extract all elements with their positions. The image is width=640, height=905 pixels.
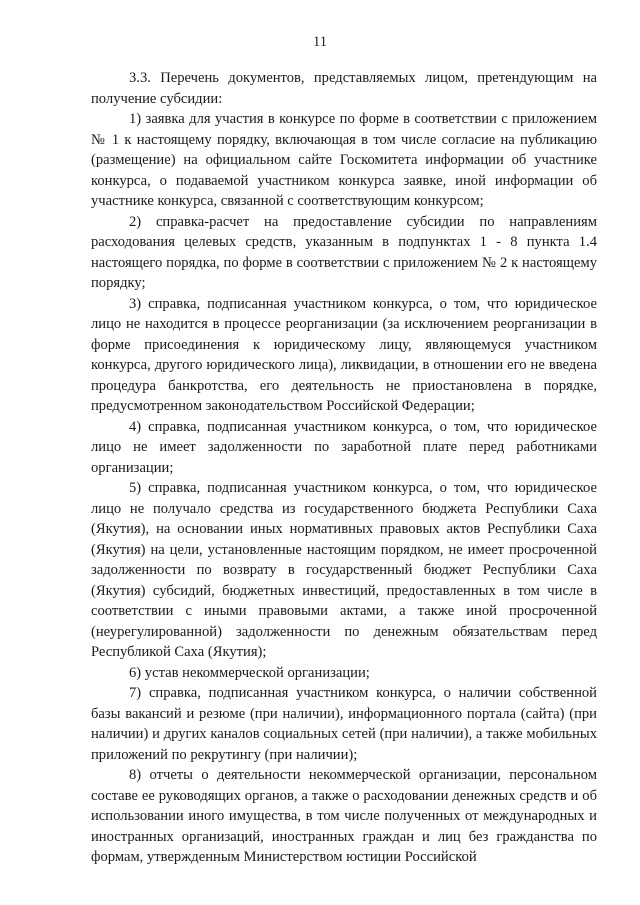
page-number: 11 — [313, 34, 327, 50]
list-item: 8) отчеты о деятельности некоммерческой организации, персональном составе ее руководящих органов, а также о расходовании денежных средств и об использовании иного имущества, в том числе полученных от международных и иностранных организаций, иностранных граждан и лиц без гражданства по формам, утвержденным Министерством юстиции Российской — [91, 767, 597, 865]
list-item: 1) заявка для участия в конкурсе по форме в соответствии с приложением № 1 к настоящему порядку, включающая в том числе согласие на публикацию (размещение) на официальном сайте Госкомитета информации об участнике конкурса, о подаваемой участником конкурса заявке, иной информации об участнике конкурса, связанной с соответствующим конкурсом; — [91, 111, 597, 209]
list-item: 6) устав некоммерческой организации; — [129, 664, 370, 681]
list-item: 2) справка-расчет на предоставление субсидии по направлениям расходования целевых средств, указанным в подпунктах 1 - 8 пункта 1.4 настоящего порядка, по форме в соответствии с приложением № 2 к настоящему порядку; — [91, 213, 597, 291]
section-intro: 3.3. Перечень документов, представляемых лицом, претендующим на получение субсидии: — [91, 70, 597, 107]
document-body — [91, 68, 597, 868]
list-item: 7) справка, подписанная участником конкурса, о наличии собственной базы вакансий и резюме (при наличии), информационного портала (сайта) (при наличии) и других каналов социальных сетей (при наличии), а также мобильных приложений по рекрутингу (при наличии); — [91, 685, 597, 763]
list-item: 4) справка, подписанная участником конкурса, о том, что юридическое лицо не имеет задолженности по заработной плате перед работниками организации; — [91, 418, 597, 476]
list-item: 5) справка, подписанная участником конкурса, о том, что юридическое лицо не получало средства из государственного бюджета Республики Саха (Якутия), на основании иных нормативных правовых актов Республики Саха (Якутия) на цели, установленные настоящим порядком, не имеет просроченной задолженности по возврату в государственный бюджет Республики Саха (Якутия) субсидий, бюджетных инвестиций, предоставленных в том числе в соответствии с иными правовыми актами, а также иной просроченной (неурегулированной) задолженности по денежным обязательствам перед Республикой Саха (Якутия); — [91, 480, 597, 660]
list-item: 3) справка, подписанная участником конкурса, о том, что юридическое лицо не находится в процессе реорганизации (за исключением реорганизации в форме присоединения к юридическому лицу, являющемуся участником конкурса, другого юридического лица), ликвидации, в отношении его не введена процедура банкротства, его деятельность не приостановлена в порядке, предусмотренном законодательством Российской Федерации; — [91, 295, 597, 414]
